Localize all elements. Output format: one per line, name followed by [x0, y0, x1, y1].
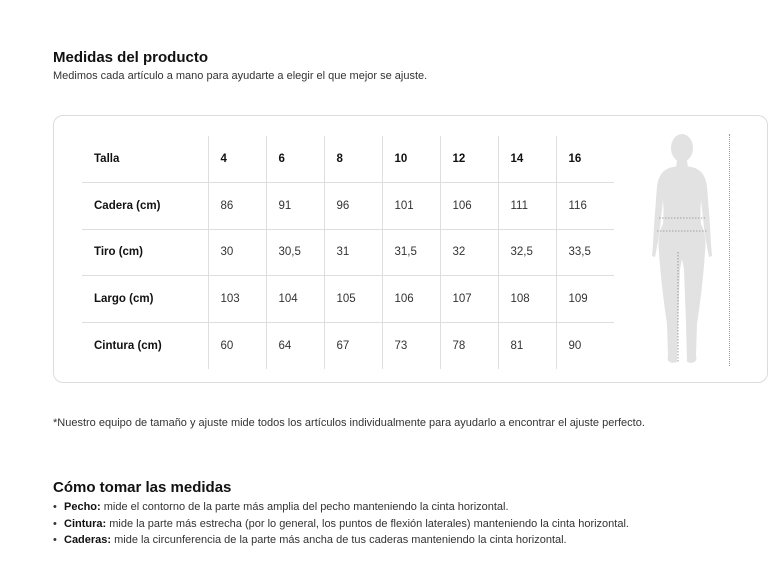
list-item — [53, 499, 629, 516]
howto-term: Cintura: — [64, 517, 107, 530]
table-cell: 116 — [556, 183, 614, 230]
table-cell: 73 — [382, 322, 440, 369]
size-header: 16 — [556, 136, 614, 183]
size-header: 14 — [498, 136, 556, 183]
table-cell: 101 — [382, 183, 440, 230]
table-cell: 111 — [498, 183, 556, 230]
table-row — [82, 322, 614, 369]
section-subtitle: Medimos cada artículo a mano para ayudarte a elegir el que mejor se ajuste. — [53, 70, 428, 82]
size-header: 4 — [208, 136, 266, 183]
table-cell: 31 — [324, 229, 382, 276]
table-cell: 108 — [498, 276, 556, 323]
size-header: 8 — [324, 136, 382, 183]
table-cell: 106 — [440, 183, 498, 230]
table-header-row — [82, 136, 614, 183]
table-row — [82, 276, 614, 323]
size-header: 12 — [440, 136, 498, 183]
table-cell: 81 — [498, 322, 556, 369]
table-cell: 64 — [266, 322, 324, 369]
howto-text: mide la parte más estrecha (por lo general, los puntos de flexión laterales) manteniendo la cinta horizontal. — [106, 517, 629, 530]
table-cell: 107 — [440, 276, 498, 323]
row-label: Largo (cm) — [82, 276, 208, 323]
table-cell: 32,5 — [498, 229, 556, 276]
bullet-icon: • — [53, 534, 57, 546]
table-cell: 60 — [208, 322, 266, 369]
list-item — [53, 516, 629, 533]
table-cell: 96 — [324, 183, 382, 230]
table-cell: 30,5 — [266, 229, 324, 276]
table-cell: 30 — [208, 229, 266, 276]
howto-title: Cómo tomar las medidas — [53, 479, 232, 496]
howto-list — [53, 499, 629, 549]
table-cell: 78 — [440, 322, 498, 369]
row-label: Cadera (cm) — [82, 183, 208, 230]
howto-term: Caderas: — [64, 534, 112, 546]
table-cell: 105 — [324, 276, 382, 323]
table-row — [82, 183, 614, 230]
size-header: 6 — [266, 136, 324, 183]
bullet-icon: • — [53, 501, 57, 513]
table-cell: 67 — [324, 322, 382, 369]
table-cell: 31,5 — [382, 229, 440, 276]
table-cell: 109 — [556, 276, 614, 323]
header-label: Talla — [82, 136, 208, 183]
section-title: Medidas del producto — [53, 49, 209, 66]
bullet-icon: • — [53, 517, 57, 530]
table-cell: 32 — [440, 229, 498, 276]
fit-note: *Nuestro equipo de tamaño y ajuste mide todos los artículos individualmente para ayudarlo a encontrar el ajuste perfecto. — [53, 417, 645, 429]
row-label: Tiro (cm) — [82, 229, 208, 276]
table-cell: 33,5 — [556, 229, 614, 276]
size-header: 10 — [382, 136, 440, 183]
table-cell: 90 — [556, 322, 614, 369]
row-label: Cintura (cm) — [94, 339, 162, 352]
table-row — [82, 229, 614, 276]
howto-term: Pecho: — [64, 501, 101, 513]
list-item — [53, 532, 629, 549]
body-silhouette-icon — [647, 134, 717, 366]
size-table — [82, 136, 614, 369]
howto-text: mide la circunferencia de la parte más ancha de tus caderas manteniendo la cinta horizontal. — [111, 534, 567, 546]
table-cell: 106 — [382, 276, 440, 323]
table-cell: 103 — [208, 276, 266, 323]
measurement-guide-line — [729, 134, 730, 366]
size-chart-card — [53, 115, 768, 383]
table-cell: 91 — [266, 183, 324, 230]
table-cell: 104 — [266, 276, 324, 323]
howto-text: mide el contorno de la parte más amplia del pecho manteniendo la cinta horizontal. — [100, 501, 509, 513]
table-cell: 86 — [208, 183, 266, 230]
